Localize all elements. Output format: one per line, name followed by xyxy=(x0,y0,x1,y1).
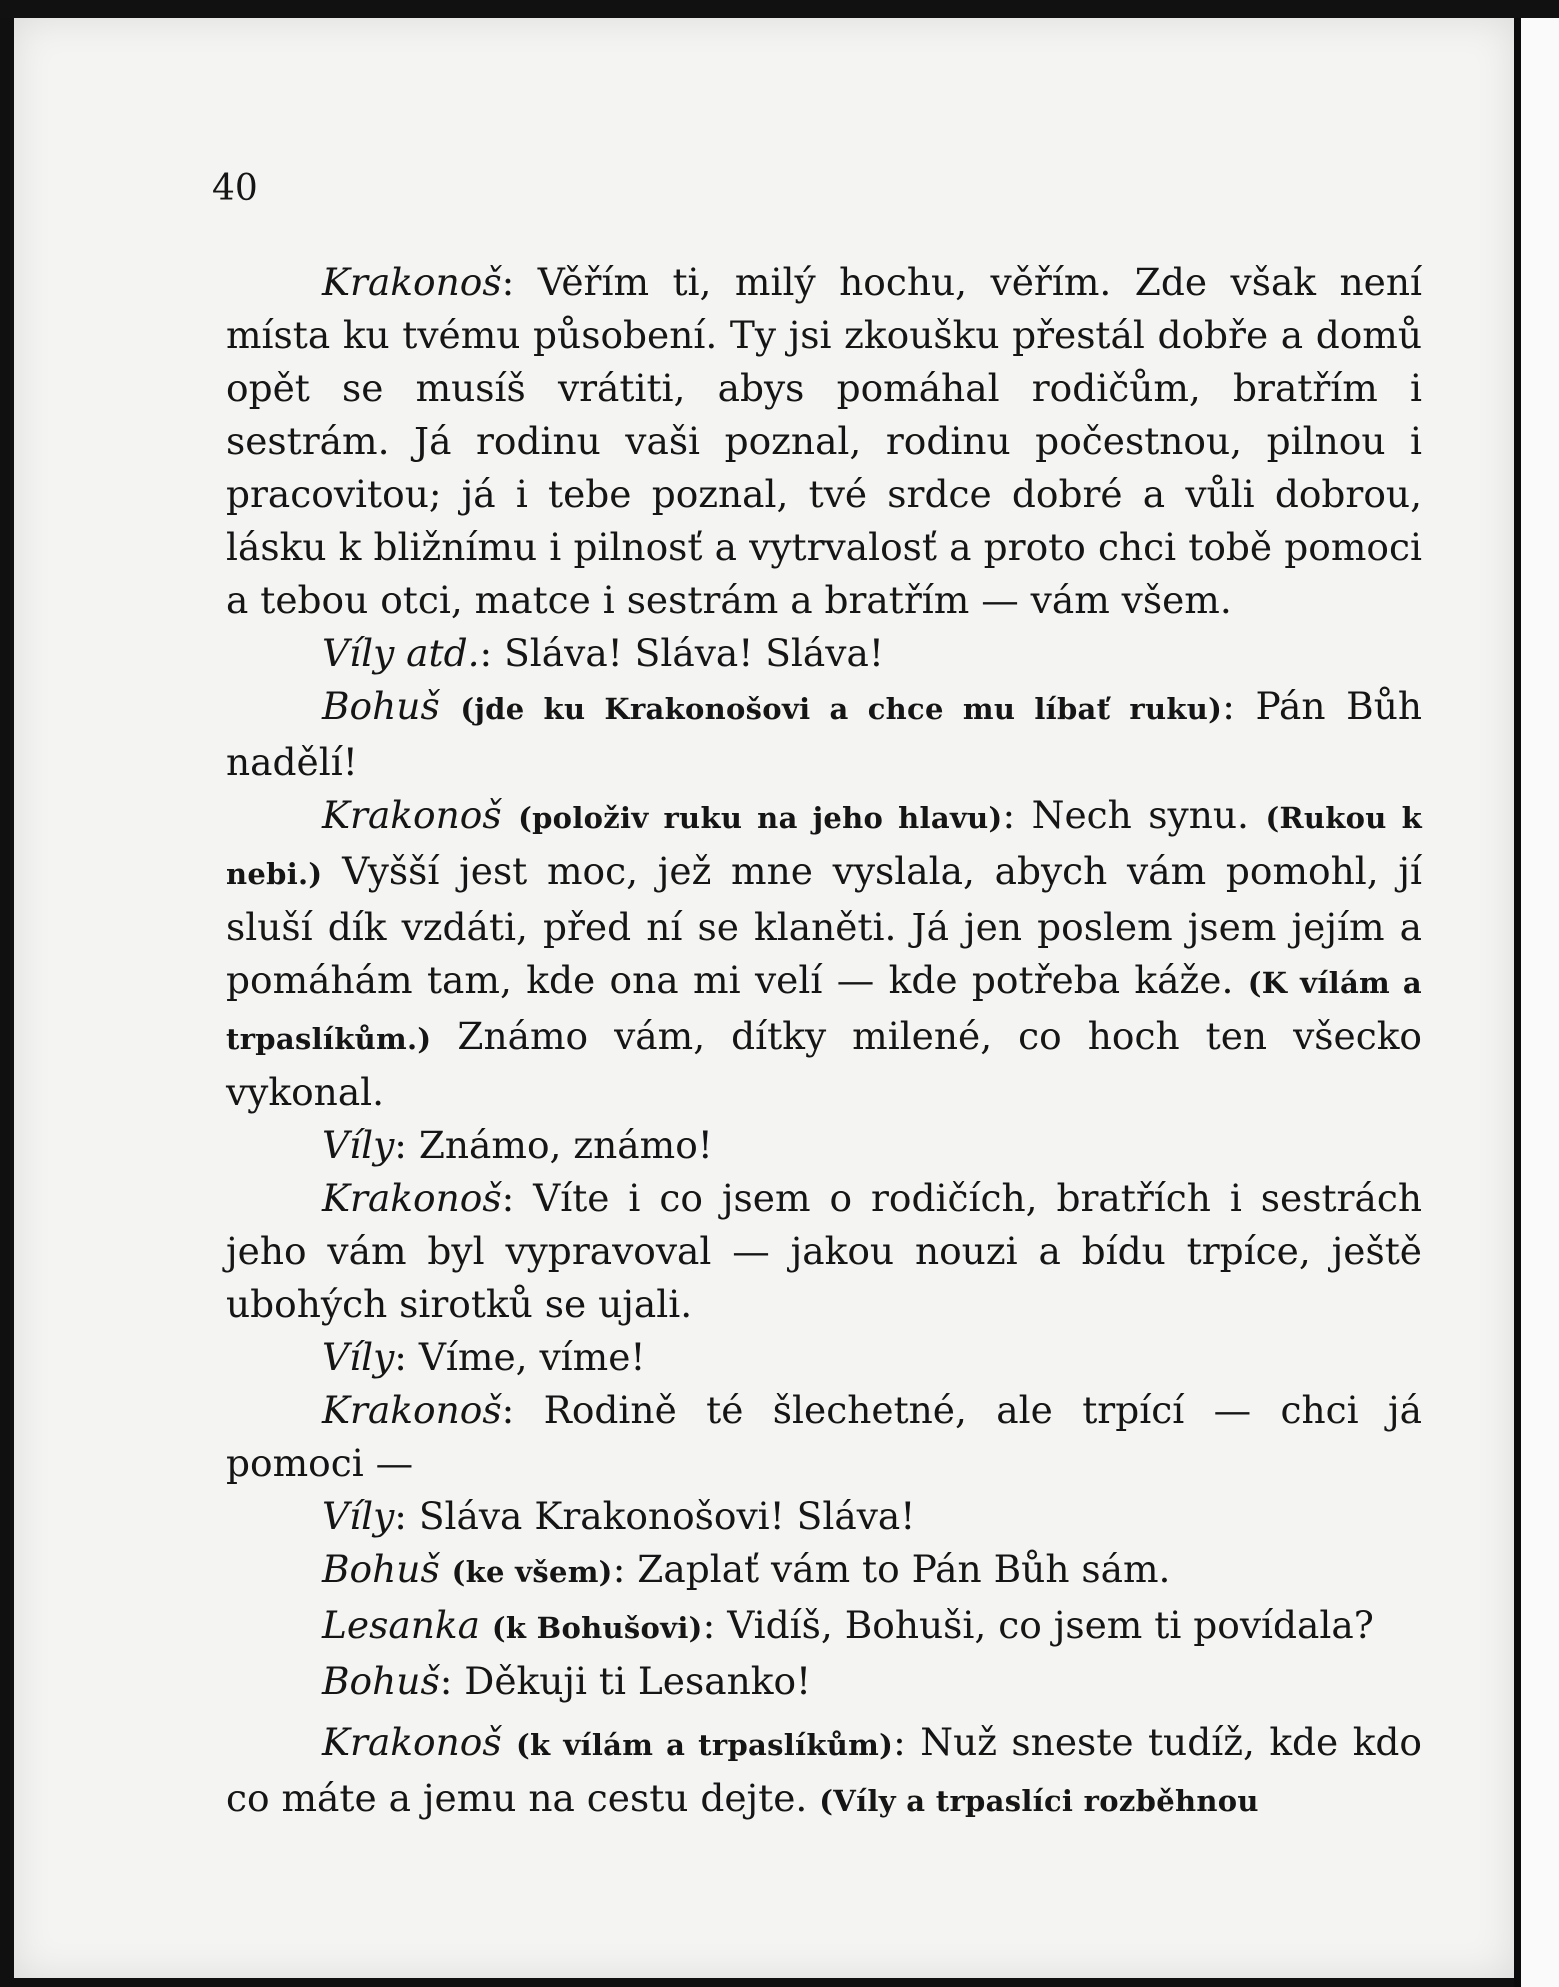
separator: : xyxy=(1222,684,1256,728)
dialogue-text: Nuž sneste tudíž, kde kdo co máte a jemu na cestu dejte. xyxy=(226,1720,1423,1820)
separator: : xyxy=(501,1176,534,1220)
speaker-name: Lesanka xyxy=(322,1603,480,1647)
separator: : xyxy=(702,1603,728,1647)
separator: : xyxy=(501,1388,544,1432)
speaker-name: Krakonoš xyxy=(322,1176,502,1220)
dialogue-text: Nech synu. xyxy=(1031,793,1249,837)
speaker-name: Víly atd. xyxy=(322,631,480,675)
stage-direction: (položiv ruku na jeho hlavu) xyxy=(518,801,1003,835)
speaker-name: Krakonoš xyxy=(322,260,502,304)
stage-direction: (k Bohušovi) xyxy=(491,1611,703,1645)
dialogue-text: Zaplať vám to Pán Bůh sám. xyxy=(637,1547,1171,1591)
scan-top-border xyxy=(0,0,1559,18)
book-page xyxy=(14,18,1514,1978)
dialogue-text: Víte i co jsem o rodičích, bratřích i sestrách jeho vám byl vypravoval — jakou nouzi a bídu trpíce, ještě ubohých sirotků se ujali. xyxy=(226,1176,1422,1326)
speaker-name: Krakonoš xyxy=(322,1388,502,1432)
separator: : xyxy=(439,1659,465,1703)
dialogue-text: Věřím ti, milý hochu, věřím. Zde však není místa ku tvému působení. Ty jsi zkoušku přestál dobře a domů opět se musíš vrátiti, abys pomáhal rodičům, bratřím i sestrám. Já rodinu vaši poznal, rodinu počestnou, pilnou i pracovitou; já i tebe poznal, tvé srdce dobré a vůli dobrou, lásku k bližnímu i pilnosť a vytrvalosť a proto chci tobě pomoci a tebou otci, matce i sestrám a bratřím — vám všem. xyxy=(226,260,1422,622)
speaker-name: Bohuš xyxy=(322,684,440,728)
dialogue-text: Děkuji ti Lesanko! xyxy=(464,1659,812,1703)
separator: : xyxy=(1002,793,1032,837)
dialogue-text: Víme, víme! xyxy=(418,1335,646,1379)
page-number: 40 xyxy=(212,168,258,209)
dialogue-text: Pán Bůh nadělí! xyxy=(226,684,1422,784)
dialogue-paragraph xyxy=(226,680,1422,789)
dialogue-paragraph xyxy=(226,1490,1422,1543)
separator: : xyxy=(479,631,505,675)
dialogue-paragraph xyxy=(226,256,1422,627)
separator: : xyxy=(394,1335,419,1379)
dialogue-text: Známo, známo! xyxy=(418,1123,713,1167)
dialogue-text: Rodině té šlechetné, ale trpící — chci já pomoci — xyxy=(226,1388,1422,1485)
scan-right-border xyxy=(1514,18,1559,1987)
dialogue-paragraph xyxy=(226,627,1422,680)
dialogue-text: Sláva Krakonošovi! Sláva! xyxy=(418,1494,916,1538)
dialogue-paragraph xyxy=(226,1331,1422,1384)
dialogue-paragraph xyxy=(226,789,1422,1119)
stage-direction: (k vílám a trpaslíkům) xyxy=(516,1728,894,1762)
dialogue-paragraph xyxy=(226,1119,1422,1172)
dialogue-paragraph xyxy=(226,1172,1422,1331)
speaker-name: Víly xyxy=(322,1123,395,1167)
stage-direction: (Víly a trpaslíci rozběhnou xyxy=(819,1784,1259,1818)
dialogue-paragraph xyxy=(226,1384,1422,1490)
speaker-name: Krakonoš xyxy=(322,793,502,837)
dialogue-paragraph xyxy=(226,1716,1422,1828)
separator: : xyxy=(394,1123,419,1167)
speaker-name: Víly xyxy=(322,1494,395,1538)
dialogue-text: Známo vám, dítky milené, co hoch ten všecko vykonal. xyxy=(226,1014,1422,1114)
separator: : xyxy=(394,1494,419,1538)
stage-direction: (jde ku Krakonošovi a chce mu líbať ruku) xyxy=(460,692,1223,726)
dialogue-text: Vidíš, Bohuši, co jsem ti povídala? xyxy=(727,1603,1374,1647)
page-text xyxy=(226,256,1422,1828)
separator: : xyxy=(501,260,538,304)
stage-direction: (Rukou k nebi.) xyxy=(226,801,1423,891)
speaker-name: Víly xyxy=(322,1335,395,1379)
dialogue-paragraph xyxy=(226,1599,1422,1655)
speaker-name: Bohuš xyxy=(322,1547,440,1591)
dialogue-paragraph xyxy=(226,1543,1422,1599)
separator: : xyxy=(893,1720,921,1764)
speaker-name: Krakonoš xyxy=(322,1720,502,1764)
stage-direction: (K vílám a trpaslíkům.) xyxy=(226,966,1422,1056)
stage-direction: (ke všem) xyxy=(451,1555,613,1589)
dialogue-text: Sláva! Sláva! Sláva! xyxy=(504,631,884,675)
separator: : xyxy=(612,1547,638,1591)
speaker-name: Bohuš xyxy=(322,1659,440,1703)
dialogue-paragraph xyxy=(226,1655,1422,1708)
dialogue-text: Vyšší jest moc, jež mne vyslala, abych vám pomohl, jí sluší dík vzdáti, před ní se klaněti. Já jen poslem jsem jejím a pomáhám tam, kde ona mi velí — kde potřeba káže. xyxy=(226,849,1422,1002)
